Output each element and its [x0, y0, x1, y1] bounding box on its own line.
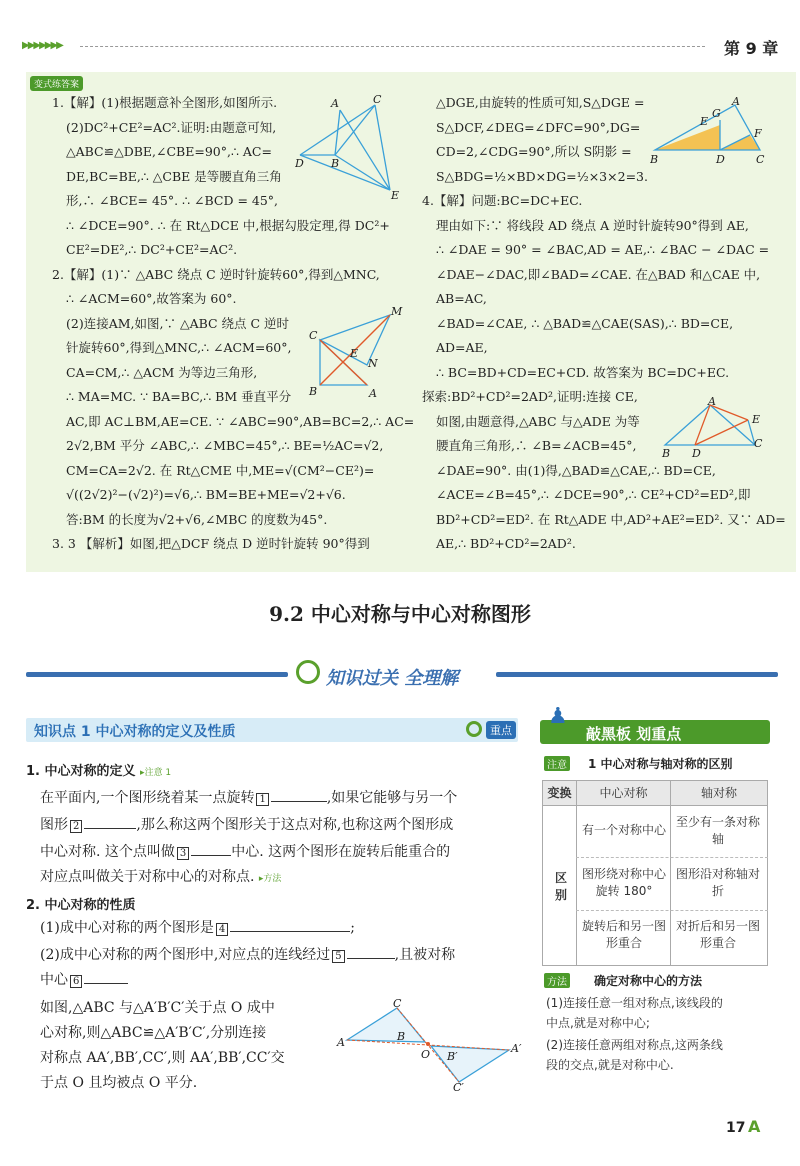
- fig4-label-5: C: [754, 437, 763, 450]
- answer-right-line-3: CD=2,∠CDG=90°,所以 S阴影 =: [436, 144, 632, 159]
- fig2-label-2: C: [309, 329, 318, 342]
- blank-num-5: 5: [332, 950, 344, 963]
- answer-right-line-9: AB=AC,: [436, 291, 487, 306]
- section-title: 9.2 中心对称与中心对称图形: [269, 602, 531, 626]
- page-mark-icon: A: [748, 1117, 761, 1136]
- figure-2: [305, 305, 405, 400]
- table-cell-2-1: 图形绕对称中心旋转 180°: [581, 867, 666, 898]
- def-line-4: 对应点叫做关于对称中心的对称点. ▸方法: [40, 869, 282, 885]
- blank-num-3: 3: [177, 847, 189, 860]
- table-hline-3: [576, 910, 768, 911]
- sidebar-title: 敲黑板 划重点: [586, 725, 682, 743]
- property-title: 2. 中心对称的性质: [26, 898, 136, 913]
- answer-right-line-1: △DGE,由旋转的性质可知,S△DGE =: [436, 95, 645, 110]
- definition-title-text: 1. 中心对称的定义: [26, 764, 136, 779]
- answer-left-line-4: DE,BC=BE,∴ △CBE 是等腰直角三角: [66, 168, 282, 184]
- header-rule: [80, 46, 705, 47]
- banner-rule-right: [496, 672, 778, 677]
- figure-4: [660, 395, 770, 460]
- fig3-label-2: G: [712, 107, 721, 120]
- blank-2[interactable]: [84, 828, 136, 829]
- fig1-label-5: E: [391, 189, 400, 202]
- def-line-1: 在平面内,一个图形绕着某一点旋转 1 ,如果它能够与另一个: [40, 790, 458, 806]
- fig4-label-1: A: [708, 395, 716, 408]
- answer-left-line-6: ∴ ∠DCE=90°. ∴ 在 Rt△DCE 中,根据勾股定理,得 DC²+: [66, 217, 390, 233]
- answer-left-line-5: 形,∴ ∠BCE= 45°. ∴ ∠BCD = 45°,: [66, 193, 279, 208]
- blank-5[interactable]: [347, 958, 395, 959]
- blank-4[interactable]: [230, 931, 350, 932]
- header-arrows: ▶▶▶▶▶▶▶: [22, 40, 62, 51]
- fig2-label-1: M: [391, 305, 403, 318]
- fig5-label-6: A′: [511, 1042, 522, 1055]
- figure-1: [295, 95, 415, 205]
- answer-right-line-12: ∴ BC=BD+CD=EC+CD. 故答案为 BC=DC+EC.: [436, 364, 730, 380]
- method-line-2: 中点,就是对称中心;: [546, 1016, 650, 1030]
- fig2-label-3: A: [369, 387, 377, 400]
- answer-right-line-8: ∠DAE−∠DAC,即∠BAD=∠CAE. 在△BAD 和△CAE 中,: [436, 266, 761, 282]
- sidebar-person-icon: ♟: [548, 704, 568, 729]
- fig3-label-7: C: [756, 153, 765, 166]
- table-cell-2-2: 图形沿对称轴对折: [675, 867, 760, 898]
- answer-badge-label: 变式练答案: [34, 80, 80, 90]
- answer-right-line-11: AD=AE,: [436, 340, 488, 355]
- fig1-label-1: A: [331, 97, 339, 110]
- answer-right-line-17: ∠ACE=∠B=45°,∴ ∠DCE=90°,∴ CE²+CD²=ED²,即: [436, 487, 751, 502]
- table-hline-2: [576, 857, 768, 858]
- fig3-label-4: F: [754, 127, 762, 140]
- fig3-label-3: E: [700, 115, 709, 128]
- def-line-3: 中心对称. 这个点叫做 3 中心. 这两个图形在旋转后能重合的: [40, 844, 451, 860]
- table-cell-3-2: 对折后和另一图形重合: [675, 919, 760, 950]
- knowledge-header-label: 知识点 1 中心对称的定义及性质: [34, 724, 236, 740]
- definition-title: [26, 760, 171, 779]
- fig1-label-3: B: [331, 157, 340, 170]
- blank-3[interactable]: [191, 855, 231, 856]
- prop-line-1: (1)成中心对称的两个图形是 4 ;: [40, 920, 355, 936]
- chapter-label: 第 9 章: [724, 39, 779, 58]
- method-line-4: 段的交点,就是对称中心.: [546, 1058, 674, 1072]
- method-title: 确定对称中心的方法: [594, 974, 703, 988]
- fig3-label-1: A: [732, 95, 740, 108]
- fig3-label-6: D: [716, 153, 725, 166]
- answer-left-line-14: AC,即 AC⊥BM,AE=CE. ∵ ∠ABC=90°,AB=BC=2,∴ AC=: [66, 413, 415, 429]
- figure-5: [335, 998, 525, 1093]
- note-title: 1 中心对称与轴对称的区别: [588, 757, 733, 771]
- example-line-2: 心对称,则△ABC≌△A′B′C′,分别连接: [40, 1025, 267, 1041]
- answer-left-line-2: (2)DC²+CE²=AC².证明:由题意可知,: [66, 119, 277, 135]
- table-hline-1: [542, 805, 768, 806]
- answer-left-line-18: 答:BM 的长度为√2+√6,∠MBC 的度数为45°.: [66, 511, 328, 527]
- table-header-2: 中心对称: [599, 786, 648, 800]
- example-line-3: 对称点 AA′,BB′,CC′,则 AA′,BB′,CC′交: [40, 1050, 285, 1066]
- fig5-label-1: C: [393, 998, 402, 1010]
- blank-num-1: 1: [256, 793, 268, 806]
- answer-right-line-5: 4.【解】问题:BC=DC+EC.: [422, 193, 583, 208]
- fig5-label-2: A: [337, 1036, 345, 1049]
- table-header-1: 变换: [547, 786, 572, 800]
- page-number: 17: [726, 1120, 746, 1136]
- answer-right-line-6: 理由如下:∵ 将线段 AD 绕点 A 逆时针旋转90°得到 AE,: [436, 217, 749, 233]
- answer-right-line-16: ∠DAE=90°. 由(1)得,△BAD≌△CAE,∴ BD=CE,: [436, 462, 716, 478]
- method-note: ▸方法: [258, 874, 282, 884]
- answer-right-line-4: S△BDG=½×BD×DG=½×3×2=3.: [436, 168, 648, 184]
- fig1-label-4: D: [295, 157, 304, 170]
- prop-line-3: 中心 6: [40, 970, 128, 990]
- banner-title: 知识过关 全理解: [326, 668, 459, 689]
- answer-right-line-7: ∴ ∠DAE = 90° = ∠BAC,AD = AE,∴ ∠BAC − ∠DAC =: [436, 242, 770, 257]
- note-tag: 注意: [544, 756, 570, 771]
- answer-badge: [30, 76, 83, 91]
- fig5-label-3: B: [397, 1030, 406, 1043]
- table-header-3: 轴对称: [700, 786, 737, 800]
- answer-left-line-13: ∴ MA=MC. ∵ BA=BC,∴ BM 垂直平分: [66, 389, 292, 404]
- banner-rule-left: [26, 672, 288, 677]
- table-cell-1-1: 有一个对称中心: [581, 823, 666, 837]
- prop-line-2: (2)成中心对称的两个图形中,对应点的连线经过 5 ,且被对称: [40, 947, 456, 963]
- answer-right-line-15: 腰直角三角形,∴ ∠B=∠ACB=45°,: [436, 438, 637, 453]
- table-cell-1-2: 至少有一条对称轴: [675, 815, 760, 846]
- definition-note: ▸注意 1: [140, 768, 172, 778]
- answer-right-line-2: S△DCF,∠DEG=∠DFC=90°,DG=: [436, 119, 641, 135]
- answer-right-line-13: 探索:BD²+CD²=2AD²,证明:连接 CE,: [422, 389, 638, 404]
- method-line-3: (2)连接任意两组对称点,这两条线: [546, 1038, 723, 1052]
- answer-left-line-19: 3. 3 【解析】如图,把△DCF 绕点 D 逆时针旋转 90°得到: [52, 536, 370, 551]
- answer-left-line-7: CE²=DE²,∴ DC²+CE²=AC².: [66, 242, 238, 257]
- method-line-1: (1)连接任意一组对称点,该线段的: [546, 996, 723, 1010]
- banner-icon: [296, 660, 320, 684]
- answer-left-line-9: ∴ ∠ACM=60°,故答案为 60°.: [66, 291, 237, 306]
- fig2-label-5: N: [368, 357, 378, 370]
- blank-num-4: 4: [216, 923, 228, 936]
- fig4-label-2: E: [752, 413, 761, 426]
- answer-left-line-12: CA=CM,∴ △ACM 为等边三角形,: [66, 364, 258, 380]
- key-badge: 重点: [486, 721, 516, 739]
- answer-left-line-3: △ABC≌△DBE,∠CBE=90°,∴ AC=: [66, 144, 272, 159]
- fig4-label-3: B: [662, 447, 671, 460]
- blank-1[interactable]: [271, 801, 327, 802]
- fig5-label-7: C′: [453, 1081, 464, 1093]
- answer-left-line-1: 1.【解】(1)根据题意补全图形,如图所示.: [52, 95, 278, 110]
- fig2-label-4: B: [309, 385, 318, 398]
- answer-right-line-19: AE,∴ BD²+CD²=2AD².: [436, 536, 576, 551]
- answer-left-line-11: 针旋转60°,得到△MNC,∴ ∠ACM=60°,: [66, 340, 292, 355]
- table-cell-3-1: 旋转后和另一图形重合: [581, 919, 666, 950]
- fig2-label-6: E: [350, 347, 359, 360]
- blank-6[interactable]: [84, 983, 128, 984]
- answer-right-line-18: BD²+CD²=ED². 在 Rt△ADE 中,AD²+AE²=ED². 又∵ AD=: [436, 511, 786, 527]
- def-line-2: 图形 2 ,那么称这两个图形关于这点对称,也称这两个图形成: [40, 817, 454, 833]
- example-line-4: 于点 O 且均被点 O 平分.: [40, 1075, 198, 1091]
- target-icon: [466, 721, 482, 737]
- fig4-label-4: D: [692, 447, 701, 460]
- blank-num-6: 6: [70, 975, 82, 988]
- method-tag: 方法: [544, 973, 570, 988]
- answer-left-line-10: (2)连接AM,如图,∵ △ABC 绕点 C 逆时: [66, 315, 290, 331]
- answer-left-line-16: CM=CA=2√2. 在 Rt△CME 中,ME=√(CM²−CE²)=: [66, 462, 375, 478]
- table-row-label: 区别: [555, 871, 568, 902]
- table-vline-2: [670, 780, 671, 966]
- figure-3: [650, 95, 770, 170]
- blank-num-2: 2: [70, 820, 82, 833]
- fig5-label-5: B′: [447, 1050, 458, 1063]
- table-vline-1: [576, 780, 577, 966]
- answer-left-line-8: 2.【解】(1)∵ △ABC 绕点 C 逆时针旋转60°,得到△MNC,: [52, 266, 380, 282]
- answer-right-line-14: 如图,由题意得,△ABC 与△ADE 为等: [436, 413, 640, 429]
- fig5-label-4: O: [421, 1048, 431, 1061]
- answer-left-line-17: √((2√2)²−(√2)²)=√6,∴ BM=BE+ME=√2+√6.: [66, 487, 346, 502]
- fig1-label-2: C: [373, 95, 382, 106]
- example-line-1: 如图,△ABC 与△A′B′C′关于点 O 成中: [40, 1000, 275, 1016]
- answer-left-line-15: 2√2,BM 平分 ∠ABC,∴ ∠MBC=45°,∴ BE=½AC=√2,: [66, 438, 384, 453]
- fig3-label-5: B: [650, 153, 659, 166]
- answer-right-line-10: ∠BAD=∠CAE, ∴ △BAD≌△CAE(SAS),∴ BD=CE,: [436, 315, 734, 331]
